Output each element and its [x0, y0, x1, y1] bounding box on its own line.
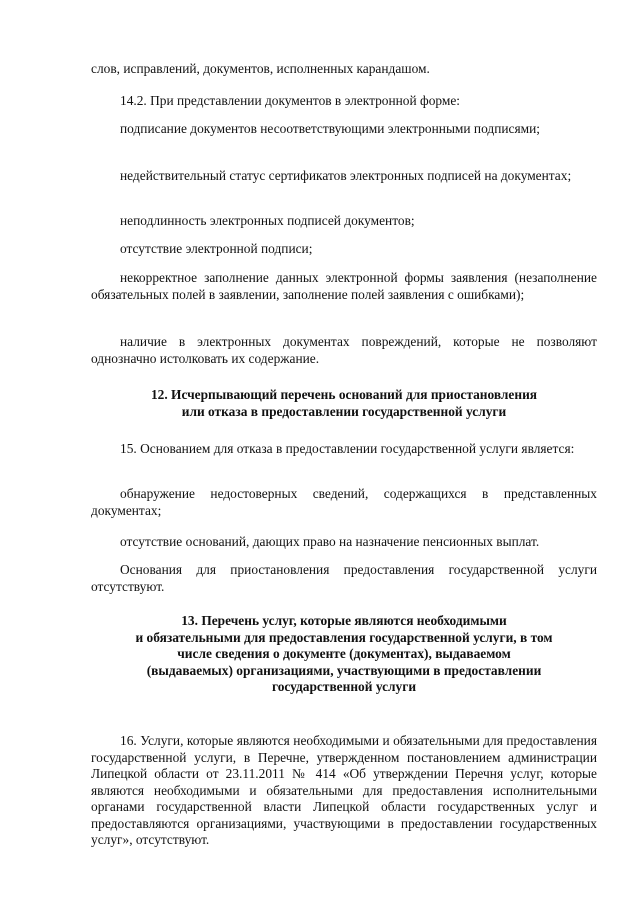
paragraph-no-grounds: отсутствие оснований, дающих право на назначение пенсионных выплат. — [120, 534, 540, 549]
paragraph-suspension-absent: Основания для приостановления предоставления государственной услуги отсутствуют. — [91, 562, 597, 594]
paragraph-14-2: 14.2. При представлении документов в электронной форме: — [120, 93, 461, 108]
heading-13-line-2: и обязательными для предоставления государственной услуги, в том — [135, 629, 553, 645]
heading-13-line-4: (выдаваемых) организациями, участвующими в предоставлении — [146, 662, 542, 678]
paragraph-words-corrections: слов, исправлений, документов, исполненных карандашом. — [91, 61, 430, 76]
heading-13-line-3: числе сведения о документе (документах), выдаваемом — [177, 646, 511, 661]
paragraph-15: 15. Основанием для отказа в предоставлении государственной услуги является: — [120, 441, 575, 456]
heading-12-line-2: или отказа в предоставлении государственной услуги — [181, 403, 507, 419]
heading-section-13 — [91, 613, 597, 696]
paragraph-signing-mismatch: подписание документов несоответствующими электронными подписями; — [120, 121, 541, 136]
paragraph-no-signature: отсутствие электронной подписи; — [120, 241, 313, 256]
heading-section-12 — [91, 387, 597, 420]
paragraph-16: 16. Услуги, которые являются необходимыми и обязательными для предоставления государственной услуги, в Перечне, утвержденном постановлением администрации Липецкой области от 23.11.2011 № 414 «Об утверждении Перечня услуг, которые являются необходимыми и обязательными для предоставления исполнительными органами государственной власти Липецкой области государственных услуг и предоставляются организациями, участвующими в предоставлении государственных услуг», отсутствуют. — [91, 733, 597, 847]
heading-13-line-5: государственной услуги — [271, 679, 417, 694]
paragraph-false-info: обнаружение недостоверных сведений, содержащихся в представленных документах; — [91, 486, 597, 518]
paragraph-incorrect-form: некорректное заполнение данных электронной формы заявления (незаполнение обязательных полей в заявлении, заполнение полей заявления с ошибками); — [91, 270, 597, 302]
paragraph-invalid-certificates: недействительный статус сертификатов электронных подписей на документах; — [120, 168, 572, 183]
paragraph-non-authentic-signatures: неподлинность электронных подписей документов; — [120, 213, 415, 228]
paragraph-damaged-documents: наличие в электронных документах повреждений, которые не позволяют однозначно истолковать их содержание. — [91, 334, 597, 366]
heading-13-line-1: 13. Перечень услуг, которые являются необходимыми — [181, 613, 507, 628]
heading-12-line-1: 12. Исчерпывающий перечень оснований для приостановления — [150, 387, 538, 402]
